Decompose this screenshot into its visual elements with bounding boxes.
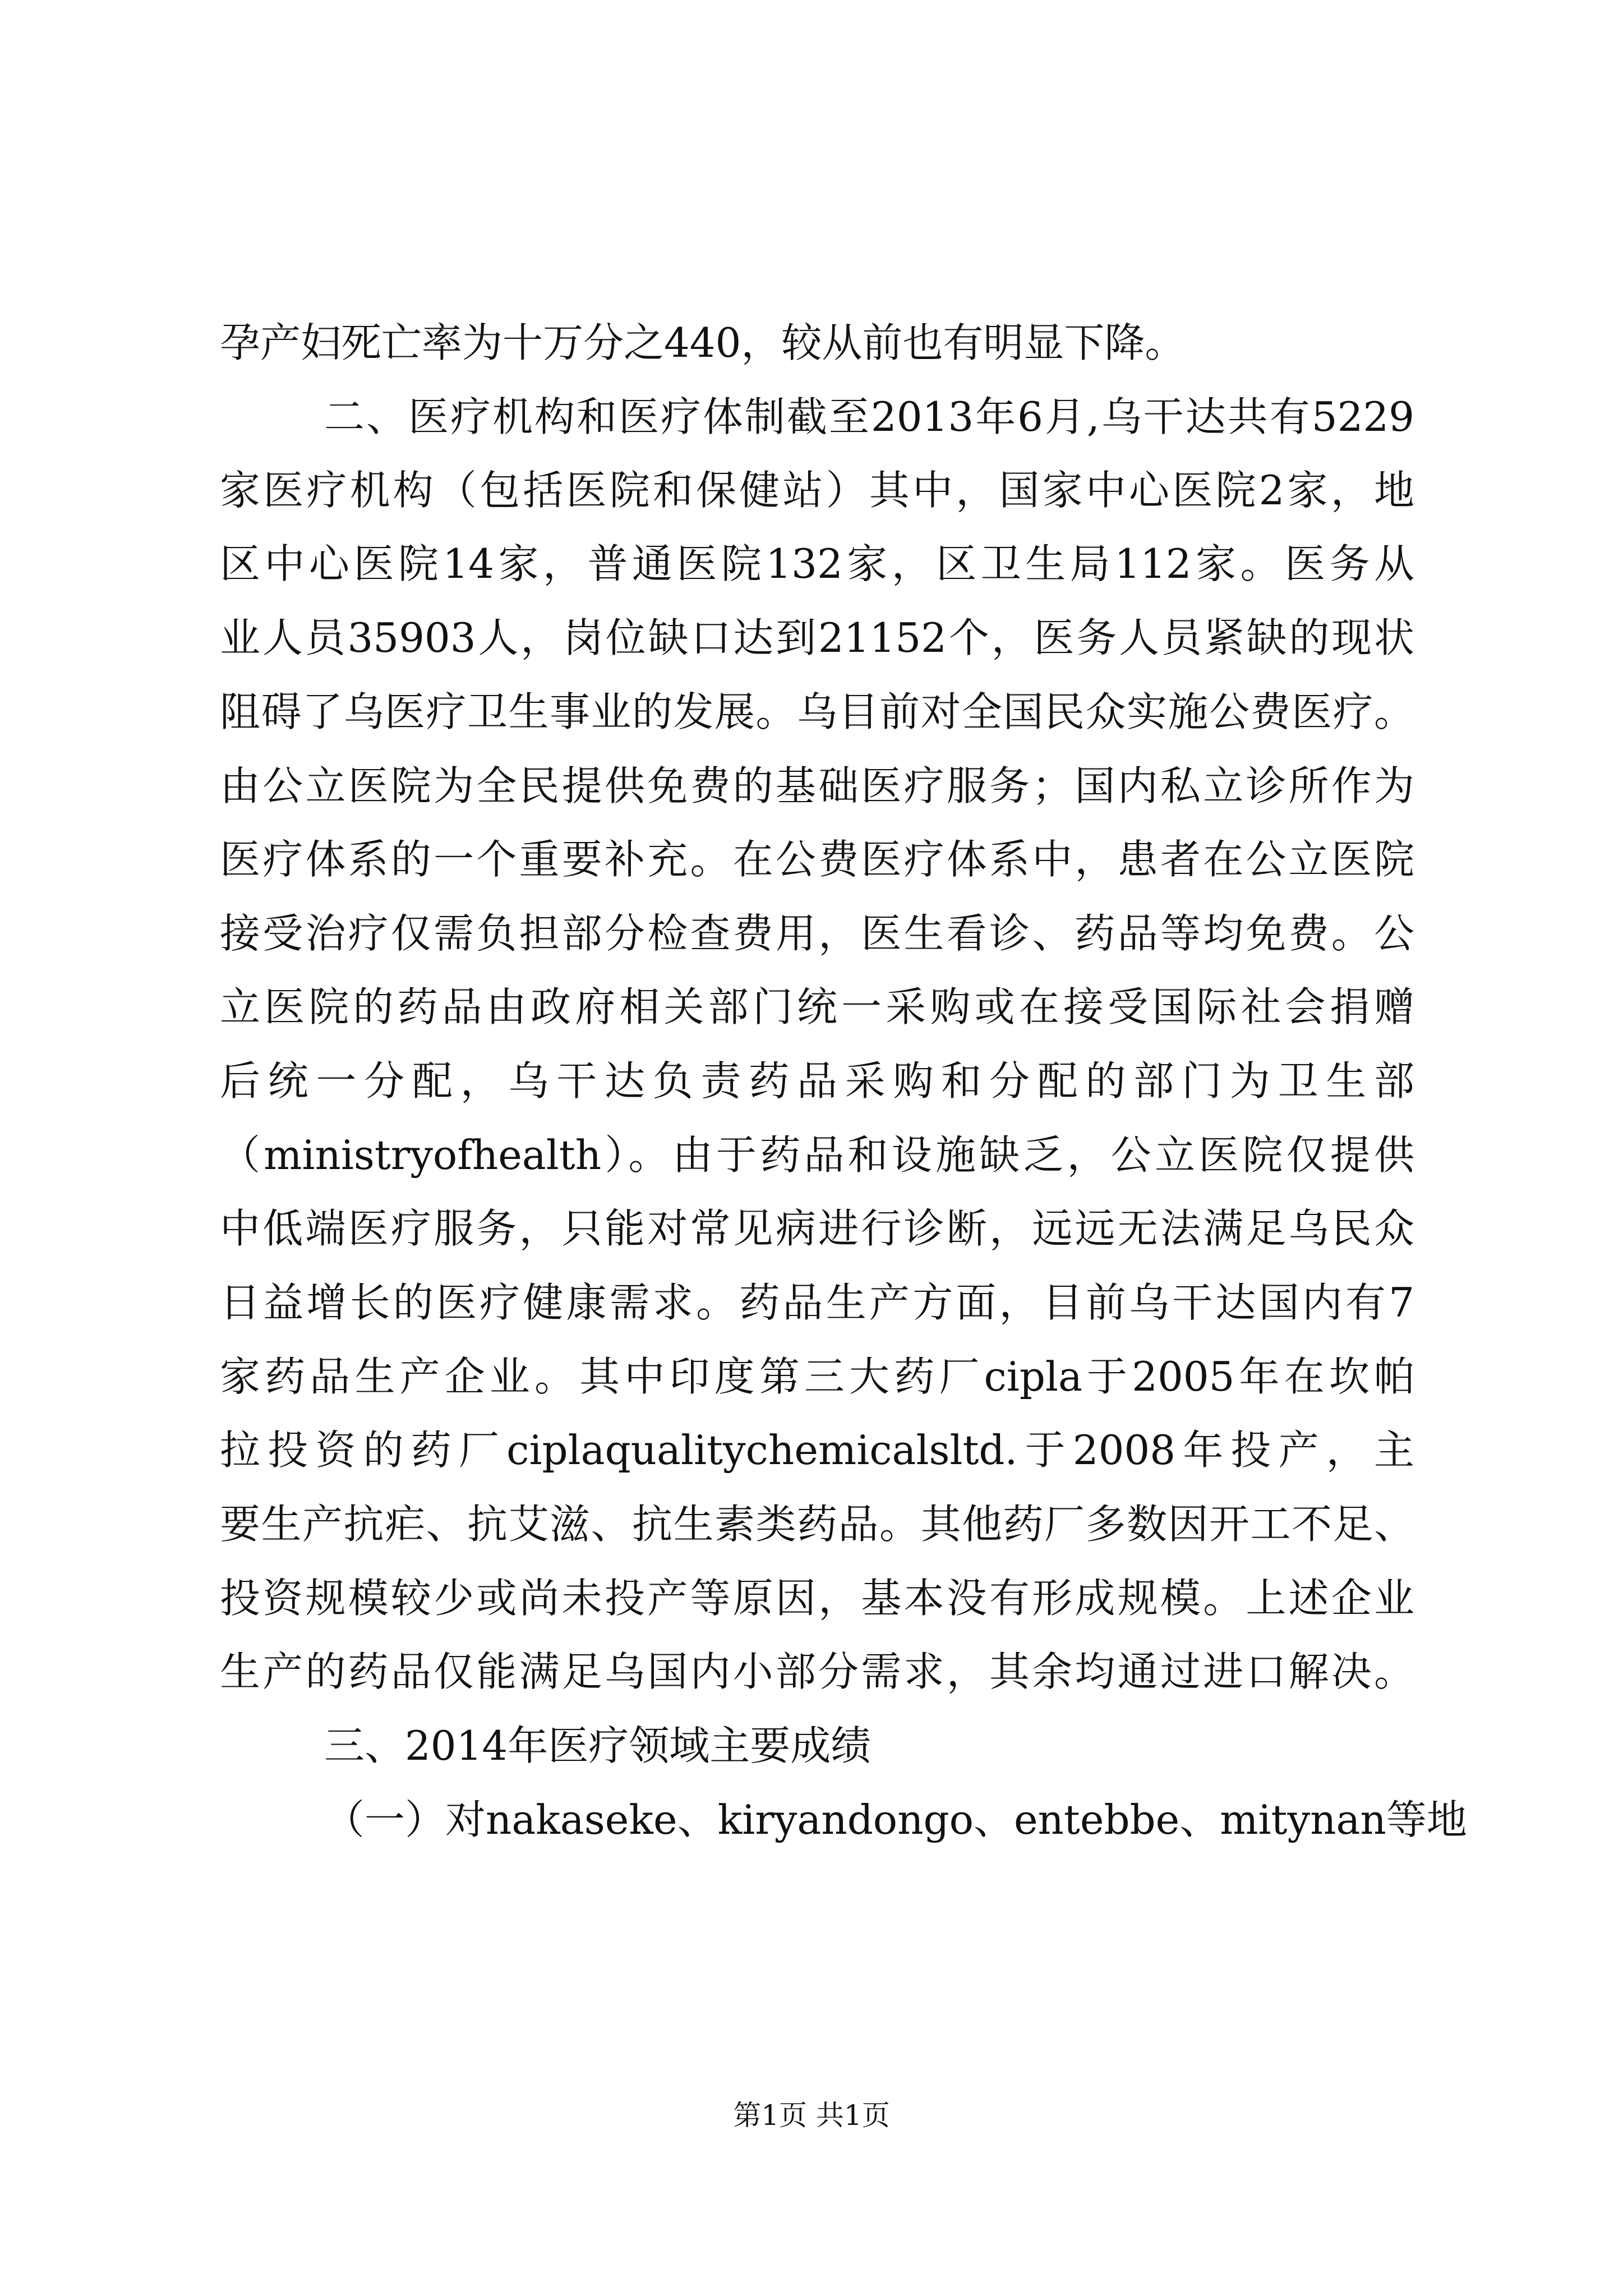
- text-line: 日益增长的医疗健康需求。药品生产方面，目前乌干达国内有7: [220, 1279, 1414, 1326]
- text-line: 阻碍了乌医疗卫生事业的发展。乌目前对全国民众实施公费医疗。: [220, 688, 1414, 735]
- text-line: 中低端医疗服务，只能对常见病进行诊断，远远无法满足乌民众: [220, 1205, 1414, 1252]
- text-line: 孕产妇死亡率为十万分之440，较从前也有明显下降。: [220, 319, 1186, 366]
- text-line: 区中心医院14家，普通医院132家，区卫生局112家。医务从: [220, 540, 1414, 587]
- text-line: 要生产抗疟、抗艾滋、抗生素类药品。其他药厂多数因开工不足、: [220, 1501, 1414, 1548]
- text-line: 家医疗机构（包括医院和保健站）其中，国家中心医院2家，地: [220, 467, 1414, 514]
- text-line: 拉投资的药厂ciplaqualitychemicalsltd.于2008年投产，主: [220, 1427, 1414, 1474]
- page-footer: 第1页 共1页: [733, 2099, 890, 2132]
- text-line: 由公立医院为全民提供免费的基础医疗服务；国内私立诊所作为: [220, 762, 1414, 809]
- text-line: 家药品生产企业。其中印度第三大药厂cipla于2005年在坎帕: [220, 1353, 1414, 1400]
- text-line: 医疗体系的一个重要补充。在公费医疗体系中，患者在公立医院: [220, 836, 1414, 883]
- text-line: 接受治疗仅需负担部分检查费用，医生看诊、药品等均免费。公: [220, 910, 1414, 957]
- text-line: 立医院的药品由政府相关部门统一采购或在接受国际社会捐赠: [220, 983, 1414, 1030]
- text-line: 生产的药品仅能满足乌国内小部分需求，其余均通过进口解决。: [220, 1648, 1414, 1695]
- text-line: 二、医疗机构和医疗体制截至2013年6月,乌干达共有5229: [324, 393, 1414, 440]
- text-line: 业人员35903人，岗位缺口达到21152个，医务人员紧缺的现状: [220, 614, 1414, 661]
- text-line: 后统一分配，乌干达负责药品采购和分配的部门为卫生部: [220, 1057, 1414, 1105]
- text-line: （一）对nakaseke、kiryandongo、entebbe、mitynan等地: [324, 1796, 1467, 1843]
- text-line: 投资规模较少或尚未投产等原因，基本没有形成规模。上述企业: [220, 1575, 1414, 1622]
- text-line: 三、2014年医疗领域主要成绩: [324, 1722, 872, 1769]
- text-line: （ministryofhealth）。由于药品和设施缺乏，公立医院仅提供: [220, 1131, 1414, 1179]
